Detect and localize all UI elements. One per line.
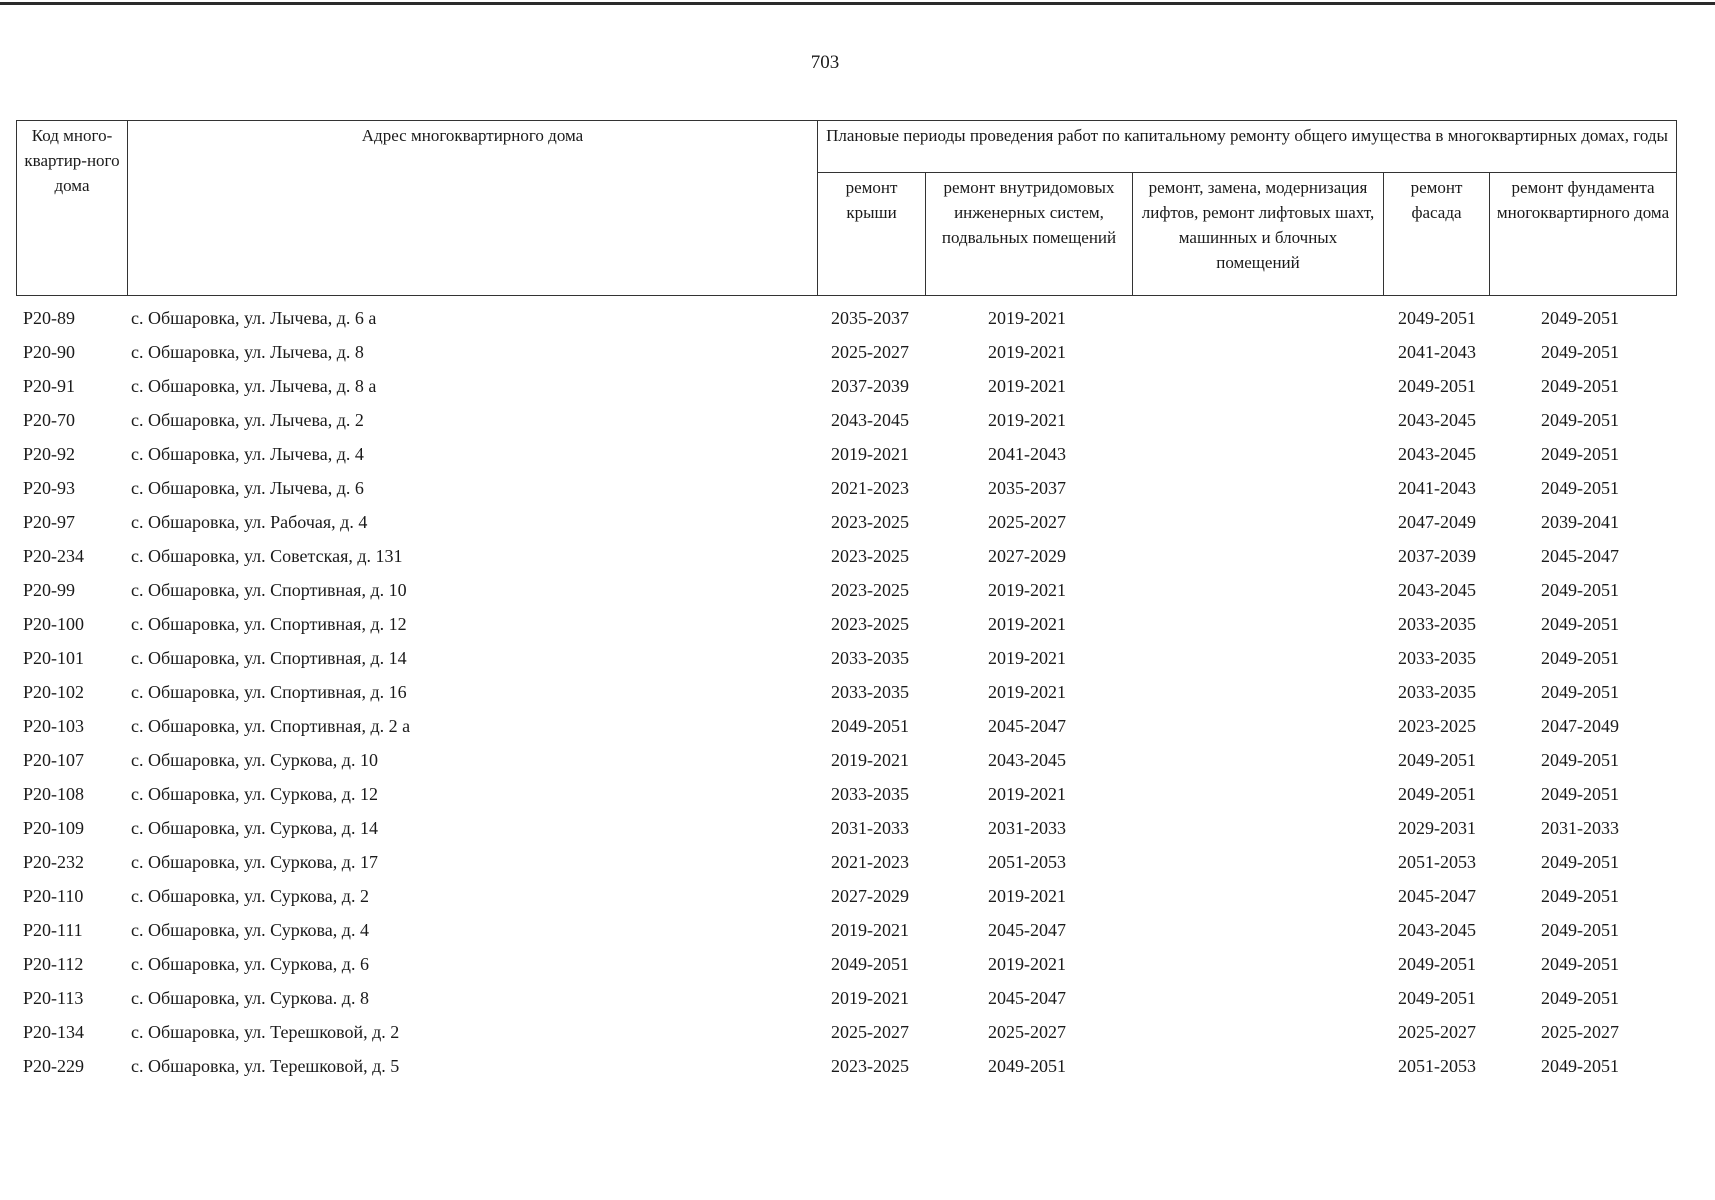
cell-roof: 2019-2021 — [831, 444, 909, 464]
cell-foundation: 2031-2033 — [1541, 818, 1619, 838]
cell-foundation: 2049-2051 — [1541, 1056, 1619, 1076]
cell-engineering: 2027-2029 — [988, 546, 1066, 566]
cell-engineering: 2019-2021 — [988, 376, 1066, 396]
cell-code: Р20-109 — [23, 818, 85, 838]
cell-roof: 2035-2037 — [831, 308, 909, 328]
table-row — [16, 575, 1676, 609]
cell-address: с. Обшаровка, ул. Суркова, д. 12 — [131, 784, 378, 804]
table-row — [16, 1051, 1676, 1085]
header-roof: ремонт крыши — [818, 172, 926, 295]
table-row — [16, 711, 1676, 745]
table-body — [16, 303, 1676, 1085]
cell-facade: 2045-2047 — [1398, 886, 1476, 906]
cell-foundation: 2049-2051 — [1541, 750, 1619, 770]
cell-code: Р20-234 — [23, 546, 85, 566]
table-row — [16, 1017, 1676, 1051]
cell-code: Р20-90 — [23, 342, 76, 362]
cell-facade: 2037-2039 — [1398, 546, 1476, 566]
cell-facade: 2033-2035 — [1398, 682, 1476, 702]
cell-foundation: 2039-2041 — [1541, 512, 1619, 532]
cell-code: Р20-111 — [23, 920, 83, 940]
cell-foundation: 2049-2051 — [1541, 852, 1619, 872]
cell-roof: 2023-2025 — [831, 546, 909, 566]
cell-address: с. Обшаровка, ул. Терешковой, д. 5 — [131, 1056, 400, 1076]
cell-address: с. Обшаровка, ул. Спортивная, д. 16 — [131, 682, 407, 702]
header-code: Код много-квартир-ного дома — [17, 121, 128, 296]
cell-foundation: 2049-2051 — [1541, 308, 1619, 328]
cell-roof: 2043-2045 — [831, 410, 909, 430]
cell-roof: 2033-2035 — [831, 682, 909, 702]
cell-facade: 2047-2049 — [1398, 512, 1476, 532]
cell-facade: 2049-2051 — [1398, 988, 1476, 1008]
cell-foundation: 2049-2051 — [1541, 886, 1619, 906]
cell-engineering: 2035-2037 — [988, 478, 1066, 498]
header-planned-periods: Плановые периоды проведения работ по капитальному ремонту общего имущества в многоквартирных домах, годы — [818, 121, 1677, 173]
header-elevator: ремонт, замена, модернизация лифтов, ремонт лифтовых шахт, машинных и блочных помещений — [1133, 172, 1384, 295]
cell-facade: 2043-2045 — [1398, 580, 1476, 600]
cell-address: с. Обшаровка, ул. Лычева, д. 2 — [131, 410, 364, 430]
cell-roof: 2037-2039 — [831, 376, 909, 396]
page-number: 703 — [810, 52, 840, 73]
cell-facade: 2049-2051 — [1398, 308, 1476, 328]
table-row — [16, 881, 1676, 915]
cell-engineering: 2019-2021 — [988, 342, 1066, 362]
cell-facade: 2049-2051 — [1398, 954, 1476, 974]
cell-engineering: 2019-2021 — [988, 410, 1066, 430]
table-row — [16, 609, 1676, 643]
cell-engineering: 2025-2027 — [988, 1022, 1066, 1042]
cell-engineering: 2019-2021 — [988, 648, 1066, 668]
cell-address: с. Обшаровка, ул. Рабочая, д. 4 — [131, 512, 368, 532]
cell-facade: 2029-2031 — [1398, 818, 1476, 838]
table-row — [16, 949, 1676, 983]
cell-facade: 2043-2045 — [1398, 444, 1476, 464]
cell-engineering: 2041-2043 — [988, 444, 1066, 464]
cell-address: с. Обшаровка, ул. Спортивная, д. 2 а — [131, 716, 411, 736]
cell-engineering: 2045-2047 — [988, 988, 1066, 1008]
cell-facade: 2023-2025 — [1398, 716, 1476, 736]
header-foundation: ремонт фундамента многоквартирного дома — [1490, 172, 1677, 295]
cell-roof: 2023-2025 — [831, 580, 909, 600]
cell-roof: 2049-2051 — [831, 716, 909, 736]
cell-engineering: 2019-2021 — [988, 580, 1066, 600]
cell-engineering: 2019-2021 — [988, 308, 1066, 328]
cell-address: с. Обшаровка, ул. Лычева, д. 6 а — [131, 308, 377, 328]
cell-roof: 2031-2033 — [831, 818, 909, 838]
table-row — [16, 915, 1676, 949]
cell-engineering: 2019-2021 — [988, 886, 1066, 906]
cell-address: с. Обшаровка, ул. Суркова, д. 10 — [131, 750, 378, 770]
cell-code: Р20-107 — [23, 750, 85, 770]
cell-code: Р20-99 — [23, 580, 76, 600]
cell-foundation: 2025-2027 — [1541, 1022, 1619, 1042]
cell-engineering: 2051-2053 — [988, 852, 1066, 872]
cell-roof: 2023-2025 — [831, 1056, 909, 1076]
cell-code: Р20-134 — [23, 1022, 85, 1042]
cell-foundation: 2049-2051 — [1541, 478, 1619, 498]
cell-code: Р20-232 — [23, 852, 85, 872]
cell-engineering: 2019-2021 — [988, 614, 1066, 634]
table-row — [16, 779, 1676, 813]
cell-address: с. Обшаровка, ул. Суркова, д. 4 — [131, 920, 369, 940]
cell-foundation: 2049-2051 — [1541, 988, 1619, 1008]
table-row — [16, 337, 1676, 371]
cell-code: Р20-112 — [23, 954, 84, 974]
cell-address: с. Обшаровка, ул. Лычева, д. 8 — [131, 342, 364, 362]
cell-code: Р20-110 — [23, 886, 84, 906]
cell-facade: 2049-2051 — [1398, 376, 1476, 396]
cell-facade: 2025-2027 — [1398, 1022, 1476, 1042]
cell-facade: 2049-2051 — [1398, 750, 1476, 770]
cell-code: Р20-108 — [23, 784, 85, 804]
cell-address: с. Обшаровка, ул. Спортивная, д. 10 — [131, 580, 407, 600]
cell-foundation: 2049-2051 — [1541, 342, 1619, 362]
cell-roof: 2027-2029 — [831, 886, 909, 906]
cell-roof: 2025-2027 — [831, 1022, 909, 1042]
cell-engineering: 2019-2021 — [988, 682, 1066, 702]
cell-facade: 2051-2053 — [1398, 1056, 1476, 1076]
cell-engineering: 2045-2047 — [988, 716, 1066, 736]
table-row — [16, 405, 1676, 439]
cell-engineering: 2045-2047 — [988, 920, 1066, 940]
cell-address: с. Обшаровка, ул. Спортивная, д. 12 — [131, 614, 407, 634]
cell-address: с. Обшаровка, ул. Спортивная, д. 14 — [131, 648, 407, 668]
cell-roof: 2033-2035 — [831, 648, 909, 668]
cell-code: Р20-102 — [23, 682, 85, 702]
cell-facade: 2049-2051 — [1398, 784, 1476, 804]
cell-foundation: 2049-2051 — [1541, 376, 1619, 396]
table-row — [16, 745, 1676, 779]
header-facade: ремонт фасада — [1384, 172, 1490, 295]
cell-foundation: 2049-2051 — [1541, 920, 1619, 940]
cell-code: Р20-97 — [23, 512, 76, 532]
table-row — [16, 507, 1676, 541]
table-row — [16, 439, 1676, 473]
cell-code: Р20-113 — [23, 988, 84, 1008]
cell-roof: 2019-2021 — [831, 988, 909, 1008]
cell-foundation: 2047-2049 — [1541, 716, 1619, 736]
cell-facade: 2043-2045 — [1398, 410, 1476, 430]
cell-code: Р20-70 — [23, 410, 76, 430]
top-border-line — [0, 2, 1715, 5]
cell-address: с. Обшаровка, ул. Суркова, д. 17 — [131, 852, 378, 872]
table-row — [16, 371, 1676, 405]
cell-roof: 2021-2023 — [831, 478, 909, 498]
cell-address: с. Обшаровка, ул. Лычева, д. 8 а — [131, 376, 377, 396]
cell-foundation: 2049-2051 — [1541, 784, 1619, 804]
table-row — [16, 541, 1676, 575]
cell-roof: 2025-2027 — [831, 342, 909, 362]
table-row — [16, 473, 1676, 507]
table-row — [16, 983, 1676, 1017]
cell-facade: 2033-2035 — [1398, 648, 1476, 668]
cell-foundation: 2049-2051 — [1541, 444, 1619, 464]
cell-foundation: 2049-2051 — [1541, 648, 1619, 668]
cell-foundation: 2049-2051 — [1541, 580, 1619, 600]
cell-code: Р20-93 — [23, 478, 76, 498]
table-row — [16, 847, 1676, 881]
cell-foundation: 2049-2051 — [1541, 614, 1619, 634]
cell-foundation: 2049-2051 — [1541, 682, 1619, 702]
cell-roof: 2019-2021 — [831, 750, 909, 770]
cell-roof: 2049-2051 — [831, 954, 909, 974]
table-row — [16, 303, 1676, 337]
cell-engineering: 2031-2033 — [988, 818, 1066, 838]
cell-code: Р20-101 — [23, 648, 85, 668]
table-row — [16, 677, 1676, 711]
cell-address: с. Обшаровка, ул. Суркова, д. 6 — [131, 954, 369, 974]
cell-code: Р20-91 — [23, 376, 76, 396]
cell-address: с. Обшаровка, ул. Суркова, д. 2 — [131, 886, 369, 906]
cell-facade: 2033-2035 — [1398, 614, 1476, 634]
cell-code: Р20-100 — [23, 614, 85, 634]
cell-address: с. Обшаровка, ул. Лычева, д. 6 — [131, 478, 364, 498]
cell-code: Р20-229 — [23, 1056, 85, 1076]
cell-foundation: 2049-2051 — [1541, 954, 1619, 974]
cell-address: с. Обшаровка, ул. Суркова, д. 14 — [131, 818, 378, 838]
cell-code: Р20-92 — [23, 444, 76, 464]
cell-engineering: 2043-2045 — [988, 750, 1066, 770]
cell-engineering: 2019-2021 — [988, 784, 1066, 804]
cell-roof: 2023-2025 — [831, 512, 909, 532]
cell-facade: 2041-2043 — [1398, 342, 1476, 362]
cell-address: с. Обшаровка, ул. Лычева, д. 4 — [131, 444, 364, 464]
cell-address: с. Обшаровка, ул. Терешковой, д. 2 — [131, 1022, 400, 1042]
cell-roof: 2019-2021 — [831, 920, 909, 940]
cell-address: с. Обшаровка, ул. Суркова. д. 8 — [131, 988, 369, 1008]
cell-foundation: 2045-2047 — [1541, 546, 1619, 566]
cell-facade: 2041-2043 — [1398, 478, 1476, 498]
cell-roof: 2021-2023 — [831, 852, 909, 872]
cell-code: Р20-103 — [23, 716, 85, 736]
cell-foundation: 2049-2051 — [1541, 410, 1619, 430]
cell-facade: 2051-2053 — [1398, 852, 1476, 872]
cell-engineering: 2025-2027 — [988, 512, 1066, 532]
cell-engineering: 2019-2021 — [988, 954, 1066, 974]
cell-facade: 2043-2045 — [1398, 920, 1476, 940]
cell-engineering: 2049-2051 — [988, 1056, 1066, 1076]
cell-roof: 2023-2025 — [831, 614, 909, 634]
table-row — [16, 643, 1676, 677]
cell-code: Р20-89 — [23, 308, 76, 328]
header-address: Адрес многоквартирного дома — [128, 121, 818, 296]
table-header — [16, 120, 1677, 296]
table-row — [16, 813, 1676, 847]
cell-roof: 2033-2035 — [831, 784, 909, 804]
header-engineering: ремонт внутридомовых инженерных систем, подвальных помещений — [926, 172, 1133, 295]
cell-address: с. Обшаровка, ул. Советская, д. 131 — [131, 546, 403, 566]
